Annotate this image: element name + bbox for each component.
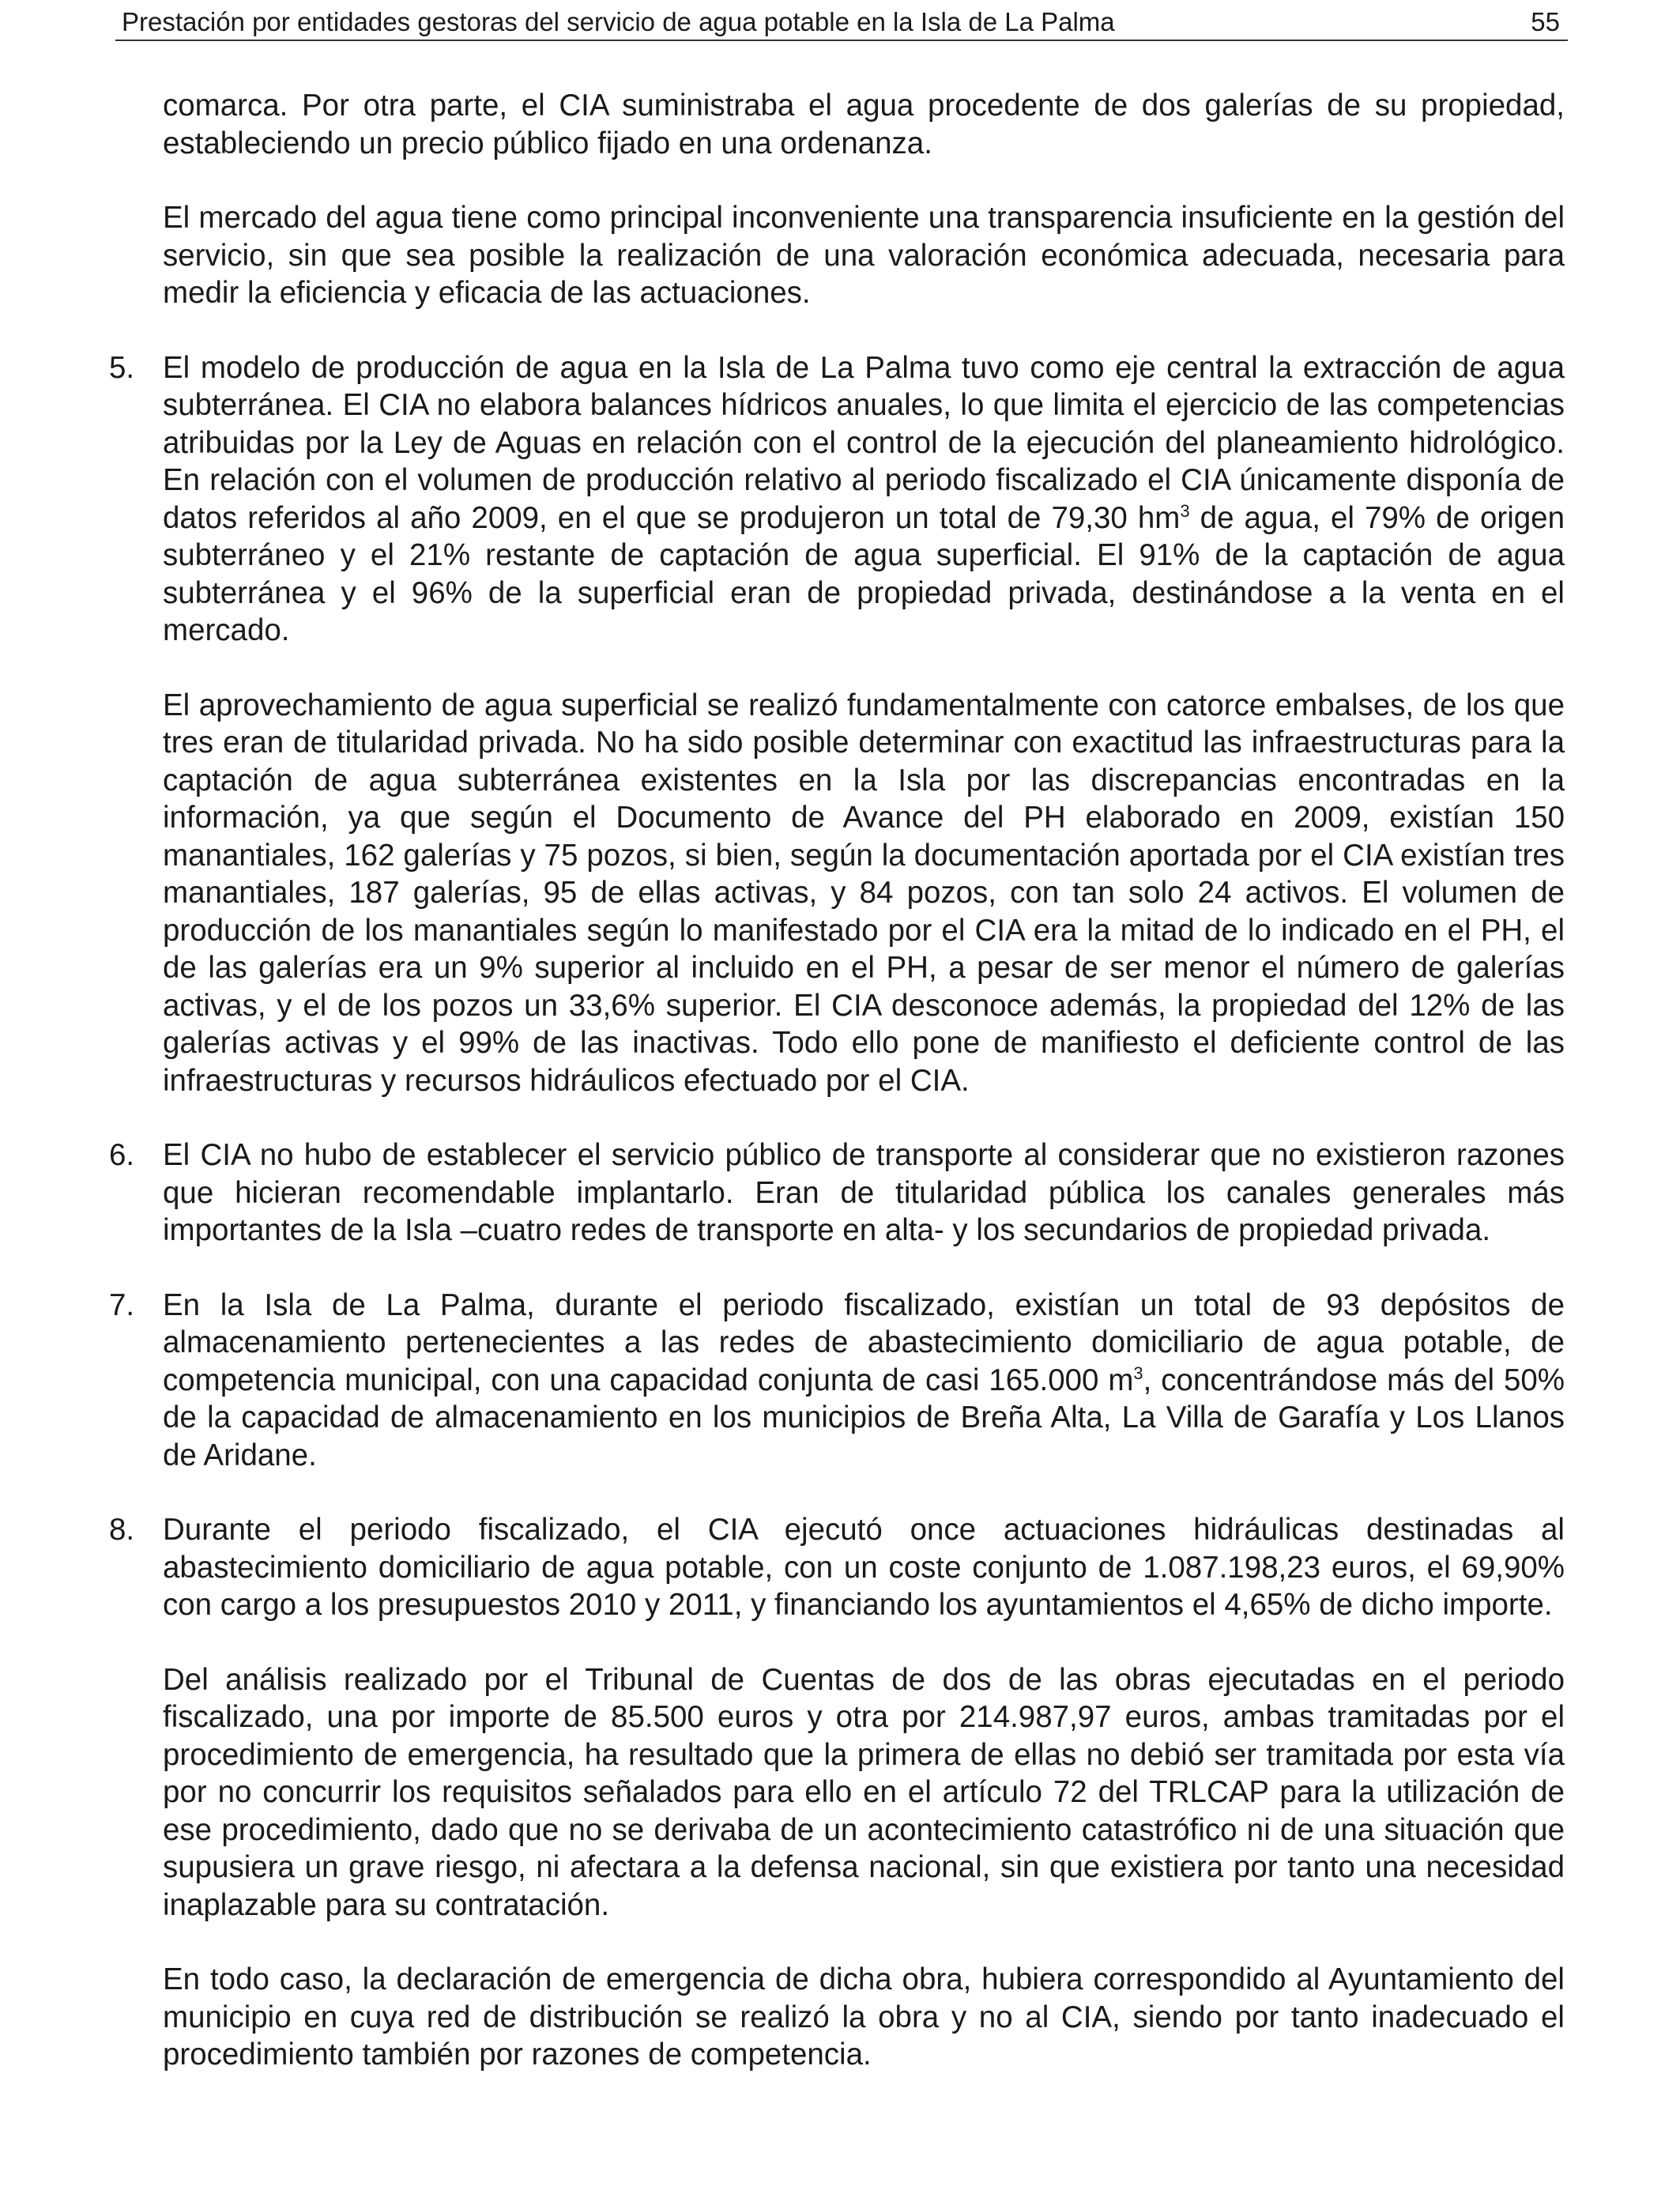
intro-paragraph-2: El mercado del agua tiene como principal inconveniente una transparencia insuficiente en la gestión del servicio, sin que sea posible la realización de una valoración económica adecuada, necesaria para medir la eficiencia y eficacia de las actuaciones. [163, 201, 1565, 310]
item-number: 7. [109, 1287, 135, 1322]
superscript: 3 [1180, 500, 1190, 521]
item-number: 8. [109, 1513, 135, 1547]
item-number: 5. [109, 350, 135, 385]
document-title: Prestación por entidades gestoras del servicio de agua potable en la Isla de La Palma [122, 7, 1115, 36]
item-6-paragraph-1: El CIA no hubo de establecer el servicio público de transporte al considerar que no existieron razones que hicieran recomendable implantarlo. Eran de titularidad pública los canales generales más importantes de la Isla –cuatro redes de transporte en alta- y los secundarios de propiedad privada. [163, 1138, 1565, 1247]
item-5-paragraph-1 [163, 349, 1565, 650]
page-header [115, 0, 1568, 41]
item-8-paragraph-1: Durante el periodo fiscalizado, el CIA ejecutó once actuaciones hidráulicas destinadas al abastecimiento domiciliario de agua potable, con un coste conjunto de 1.087.198,23 euros, el 69,90% con cargo a los presupuestos 2010 y 2011, y financiando los ayuntamientos el 4,65% de dicho importe. [163, 1513, 1565, 1622]
item-body [163, 1137, 1565, 1250]
text-run: En la Isla de La Palma, durante el periodo fiscalizado, existían un total de 93 depósitos de almacenamiento pertenecientes a las redes de abastecimiento domiciliario de agua potable, de competencia municipal, con una capacidad conjunta de casi 165.000 m [163, 1287, 1565, 1397]
item-8-paragraph-2: Del análisis realizado por el Tribunal de Cuentas de dos de las obras ejecutadas en el periodo fiscalizado, una por importe de 85.500 euros y otra por 214.987,97 euros, ambas tramitadas por el procedimiento de emergencia, ha resultado que la primera de ellas no debió ser tramitada por esta vía por no concurrir los requisitos señalados para ello en el artículo 72 del TRLCAP para la utilización de ese procedimiento, dado que no se derivaba de un acontecimiento catastrófico ni de una situación que supusiera un grave riesgo, ni afectara a la defensa nacional, sin que existiera por tanto una necesidad inaplazable para su contratación. [163, 1662, 1565, 1922]
page-number: 55 [1531, 7, 1560, 36]
list-item-8 [109, 1511, 1565, 2074]
text-run: de agua, el 79% de origen subterráneo y el 21% restante de captación de agua superficial. El 91% de la captación de agua subterránea y el 96% de la superficial eran de propiedad privada, destinándose a la venta en el mercado. [163, 500, 1565, 647]
intro-paragraph-1: comarca. Por otra parte, el CIA suministraba el agua procedente de dos galerías de su propiedad, estableciendo un precio público fijado en una ordenanza. [163, 89, 1565, 160]
item-body [163, 1511, 1565, 2074]
item-7-paragraph-1 [163, 1287, 1565, 1475]
text-run: , concentrándose más del 50% de la capacidad de almacenamiento en los municipios de Breña Alta, La Villa de Garafía y Los Llanos de Aridane. [163, 1363, 1565, 1472]
item-number: 6. [109, 1138, 135, 1172]
list-item-6 [109, 1137, 1565, 1250]
item-body [163, 1287, 1565, 1475]
list-item-5 [109, 349, 1565, 1100]
document-body [109, 87, 1565, 2111]
superscript: 3 [1133, 1363, 1143, 1383]
item-5-paragraph-2: El aprovechamiento de agua superficial se realizó fundamentalmente con catorce embalses, de los que tres eran de titularidad privada. No ha sido posible determinar con exactitud las infraestructuras para la captación de agua subterránea existentes en la Isla por las discrepancias encontradas en la información, ya que según el Documento de Avance del PH elaborado en 2009, existían 150 manantiales, 162 galerías y 75 pozos, si bien, según la documentación aportada por el CIA existían tres manantiales, 187 galerías, 95 de ellas activas, y 84 pozos, con tan solo 24 activos. El volumen de producción de los manantiales según lo manifestado por el CIA era la mitad de lo indicado en el PH, el de las galerías era un 9% superior al incluido en el PH, a pesar de ser menor el número de galerías activas, y el de los pozos un 33,6% superior. El CIA desconoce además, la propiedad del 12% de las galerías activas y el 99% de las inactivas. Todo ello pone de manifiesto el deficiente control de las infraestructuras y recursos hidráulicos efectuado por el CIA. [163, 688, 1565, 1098]
text-run: El modelo de producción de agua en la Isla de La Palma tuvo como eje central la extracción de agua subterránea. El CIA no elabora balances hídricos anuales, lo que limita el ejercicio de las competencias atribuidas por la Ley de Aguas en relación con el control de la ejecución del planeamiento hidrológico. En relación con el volumen de producción relativo al periodo fiscalizado el CIA únicamente disponía de datos referidos al año 2009, en el que se produjeron un total de 79,30 hm [163, 350, 1565, 535]
item-body [163, 349, 1565, 1100]
item-8-paragraph-3: En todo caso, la declaración de emergencia de dicha obra, hubiera correspondido al Ayuntamiento del municipio en cuya red de distribución se realizó la obra y no al CIA, siendo por tanto inadecuado el procedimiento también por razones de competencia. [163, 1962, 1565, 2071]
list-item-7 [109, 1287, 1565, 1475]
